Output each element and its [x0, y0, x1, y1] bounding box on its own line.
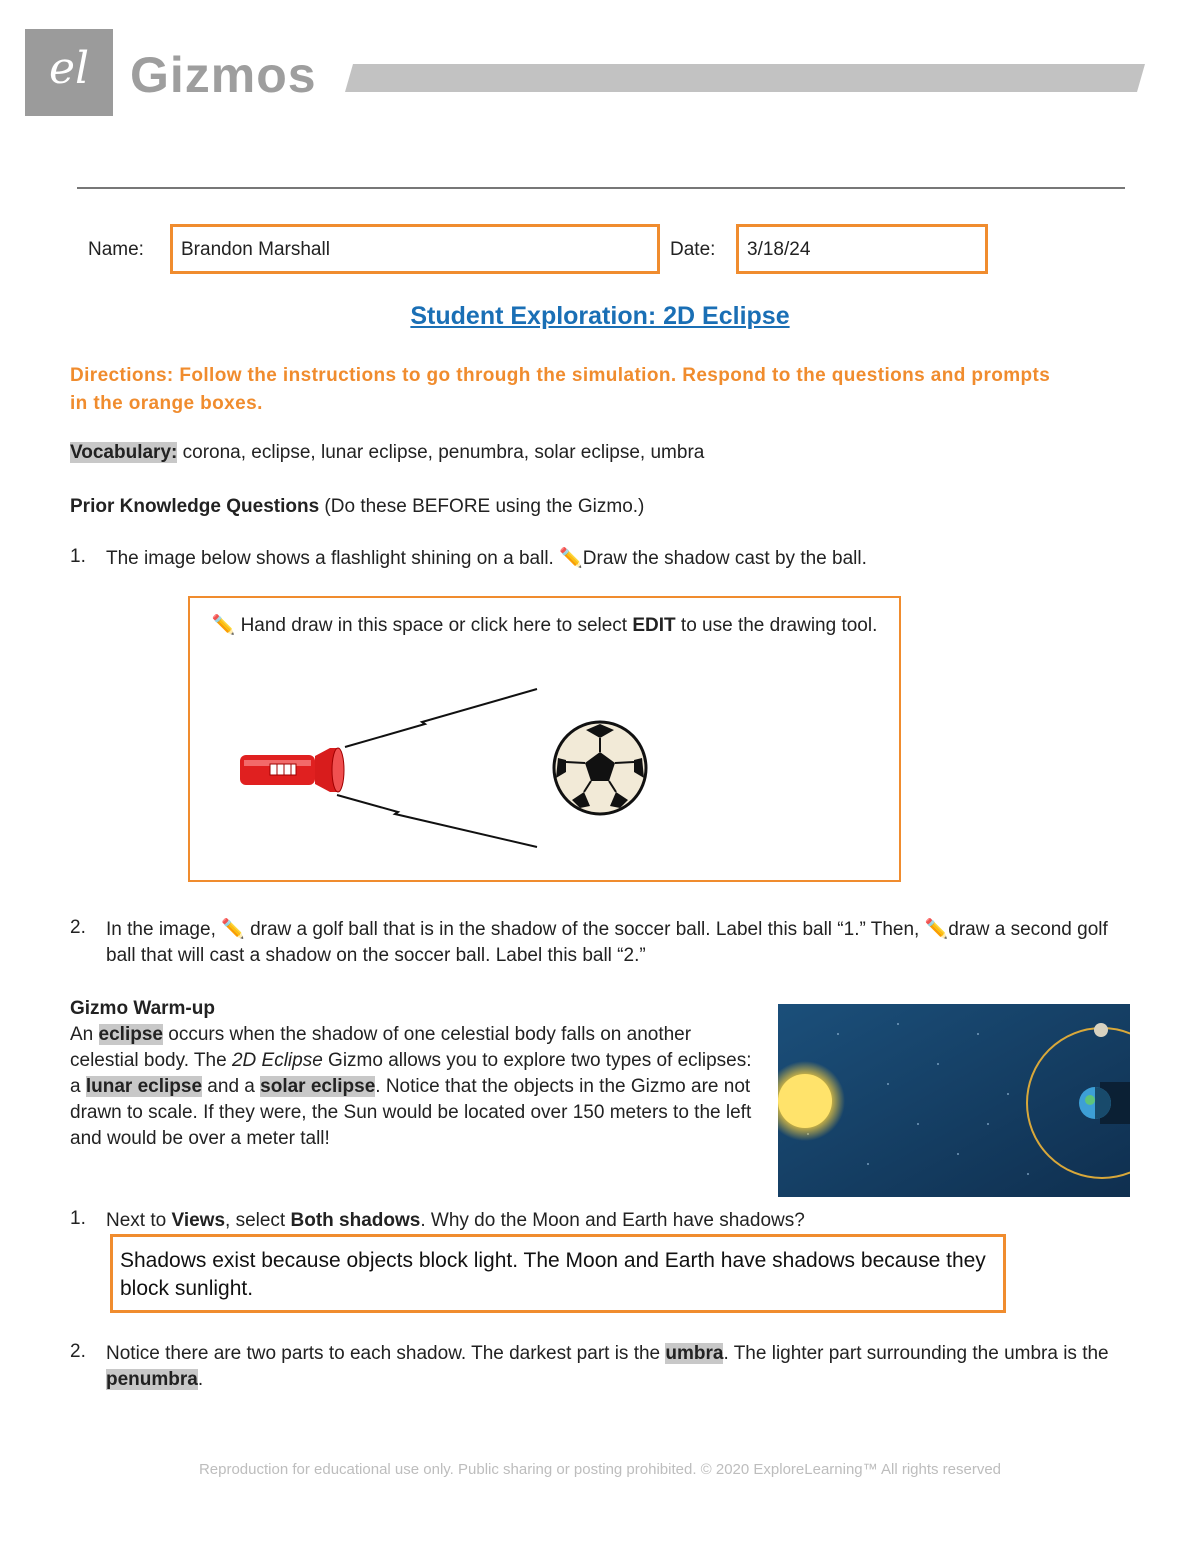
drawing-prompt-text-end: to use the drawing tool. — [675, 615, 878, 636]
gizmos-brand: Gizmos — [130, 47, 317, 103]
question-text: draw a golf ball that is in the shadow of the soccer ball. Label this ball “1.” Then, — [244, 919, 925, 940]
question-text: . — [197, 1369, 204, 1390]
warmup-text: occurs when the shadow of one celestial body falls on another celestial body. The — [70, 1024, 692, 1071]
question-text: draw a second golf ball that will cast a shadow on the soccer ball. Label this ball “2.” — [106, 919, 1108, 966]
edit-link[interactable]: EDIT — [632, 615, 676, 636]
vocab-lunar-eclipse: lunar eclipse — [85, 1076, 203, 1097]
prior-knowledge-note: (Do these BEFORE using the Gizmo.) — [319, 496, 645, 517]
pencil-icon: ✏️ — [211, 615, 236, 636]
answer-text[interactable]: Shadows exist because objects block light. The Moon and Earth have shadows because they block sunlight. — [120, 1249, 986, 1300]
question-text: Next to — [106, 1210, 172, 1231]
vocabulary-terms: corona, eclipse, lunar eclipse, penumbra, solar eclipse, umbra — [177, 442, 705, 463]
question-text: The image below shows a flashlight shining on a ball. — [106, 548, 560, 569]
vocab-penumbra: penumbra — [106, 1369, 198, 1390]
vocab-umbra: umbra — [665, 1343, 724, 1364]
header-divider — [77, 187, 1125, 189]
moon — [1094, 1023, 1108, 1037]
question-text: Notice there are two parts to each shadow. The darkest part is the — [106, 1343, 666, 1364]
vocabulary-line — [70, 440, 704, 466]
warmup-text: and a — [202, 1076, 261, 1097]
flashlight-image — [240, 748, 344, 792]
eclipse-simulation-image — [778, 1004, 1130, 1197]
warmup-text: Gizmo allows you to explore two types of eclipses: a — [70, 1050, 752, 1097]
soccer-ball-image — [554, 722, 646, 814]
warmup-paragraph — [70, 1022, 760, 1152]
vocab-eclipse: eclipse — [98, 1024, 163, 1045]
explorelearning-logo — [25, 29, 113, 116]
header-bar — [345, 64, 1145, 92]
question-text: , select — [225, 1210, 291, 1231]
date-field[interactable]: 3/18/24 — [736, 224, 988, 274]
question-number: 2. — [70, 1341, 86, 1362]
views-term: Views — [171, 1210, 226, 1231]
question-number: 2. — [70, 917, 86, 938]
vocab-solar-eclipse: solar eclipse — [260, 1076, 376, 1097]
both-shadows-term: Both shadows — [290, 1210, 421, 1231]
question-action: Draw the shadow cast by the ball. — [582, 548, 867, 569]
vocabulary-label: Vocabulary: — [70, 442, 178, 463]
drawing-prompt-text: Hand draw in this space or click here to select — [240, 615, 633, 636]
warmup-heading: Gizmo Warm-up — [70, 998, 215, 1019]
warmup-text: . Notice that the objects in the Gizmo are not drawn to scale. If they were, the Sun would be located over 150 meters to the left and would be over a meter tall! — [70, 1076, 752, 1149]
gizmo-name: 2D Eclipse — [231, 1050, 323, 1071]
warmup-text: An — [70, 1024, 99, 1045]
question-number: 1. — [70, 1208, 86, 1229]
question-text: . The lighter part surrounding the umbra is the — [723, 1343, 1109, 1364]
name-label: Name: — [88, 239, 144, 260]
light-ray-top — [345, 689, 537, 747]
question-text: In the image, — [106, 919, 222, 940]
pencil-icon: ✏️ — [559, 548, 583, 569]
question-number: 1. — [70, 546, 86, 567]
pencil-icon: ✏️ — [924, 919, 949, 940]
directions: Directions: Follow the instructions to go through the simulation. Respond to the questions and prompts in the orange boxes. — [70, 365, 1051, 414]
footer-copyright: Reproduction for educational use only. Public sharing or posting prohibited. © 2020 ExploreLearning™ All rights reserved — [198, 1461, 1002, 1478]
prior-question-2 — [106, 917, 1136, 969]
prior-knowledge-heading-line — [70, 494, 644, 520]
page-title: Student Exploration: 2D Eclipse — [410, 302, 790, 330]
light-ray-bottom — [337, 795, 537, 847]
logo-mark: el — [48, 43, 90, 94]
warmup-question-2 — [106, 1341, 1136, 1393]
prior-knowledge-heading: Prior Knowledge Questions — [70, 496, 320, 517]
flashlight-ball-illustration — [230, 680, 660, 855]
prior-question-1 — [106, 546, 1106, 572]
warmup-question-1 — [106, 1208, 1106, 1234]
pencil-icon: ✏️ — [221, 919, 245, 940]
name-field[interactable]: Brandon Marshall — [170, 224, 660, 274]
date-label: Date: — [670, 239, 716, 260]
drawing-prompt[interactable] — [188, 612, 901, 639]
question-text: . Why do the Moon and Earth have shadows? — [420, 1210, 805, 1231]
